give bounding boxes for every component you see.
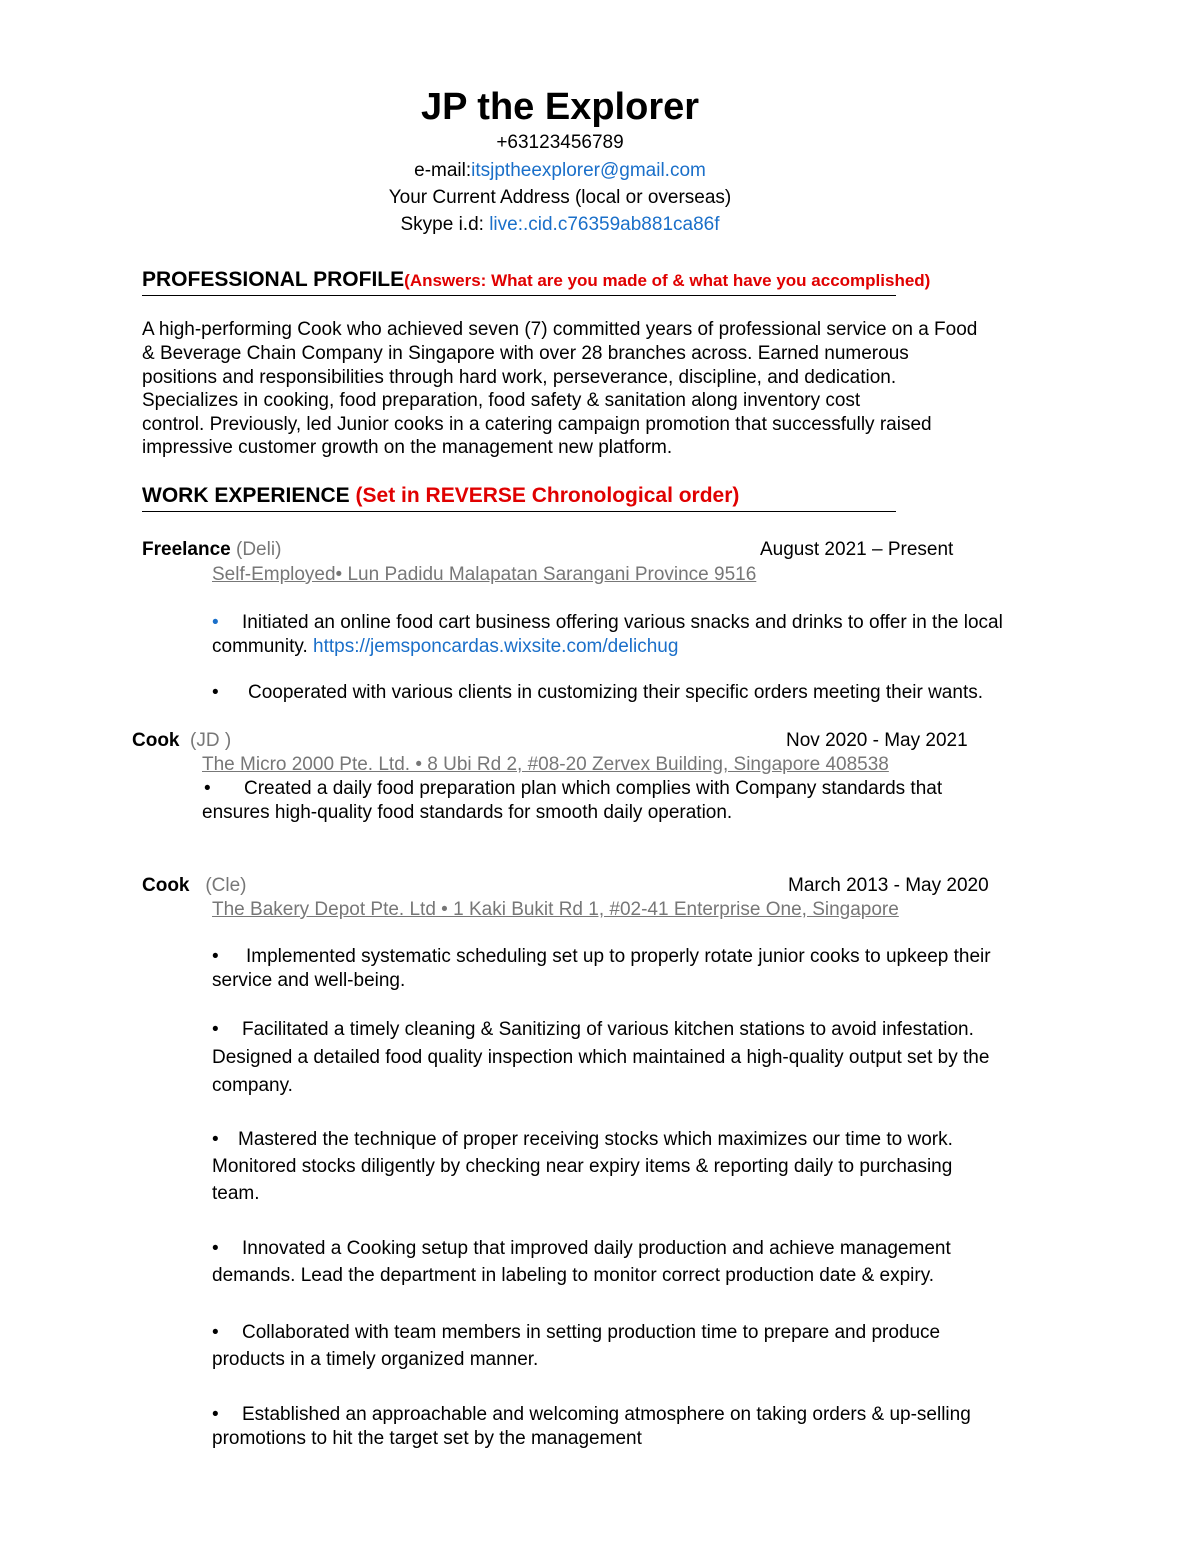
bullet-text: Innovated a Cooking setup that improved daily production and achieve management <box>242 1238 951 1259</box>
profile-line: control. Previously, led Junior cooks in a catering campaign promotion that successfully raised <box>142 414 932 435</box>
bullet-icon: • <box>212 682 219 703</box>
bullet-text: Created a daily food preparation plan which complies with Company standards that <box>244 778 943 799</box>
bullet-text: Collaborated with team members in setting production time to prepare and produce <box>242 1322 941 1343</box>
job-bullet-continuation: team. <box>212 1183 260 1204</box>
bullet-icon: • <box>212 1238 219 1259</box>
bullet-text: Established an approachable and welcoming atmosphere on taking orders & up-selling <box>242 1404 971 1425</box>
address-line: Your Current Address (local or overseas) <box>388 187 732 208</box>
job-bullet <box>212 682 983 704</box>
job-bullet-continuation: service and well-being. <box>212 970 406 991</box>
job-bullet <box>212 946 991 968</box>
job-type: (JD ) <box>179 730 232 751</box>
job-employer: The Bakery Depot Pte. Ltd • 1 Kaki Bukit Rd 1, #02-41 Enterprise One, Singapore <box>212 899 899 920</box>
job-dates: March 2013 - May 2020 <box>788 875 989 896</box>
skype-id-link[interactable]: live:.cid.c76359ab881ca86f <box>489 214 720 235</box>
bullet-icon: • <box>212 612 219 633</box>
job-bullet-continuation: ensures high-quality food standards for smooth daily operation. <box>202 802 733 823</box>
experience-heading-note: (Set in REVERSE Chronological order) <box>355 484 740 507</box>
job-bullet-continuation: promotions to hit the target set by the management <box>212 1428 642 1449</box>
job-bullet-continuation: demands. Lead the department in labeling to monitor correct production date & expiry. <box>212 1265 935 1286</box>
job-bullet <box>212 1129 953 1151</box>
job-type: (Deli) <box>230 539 282 560</box>
bullet-text: Cooperated with various clients in customizing their specific orders meeting their wants. <box>248 682 983 703</box>
job-type: (Cle) <box>189 875 247 896</box>
job-bullet <box>212 612 1003 634</box>
job-bullet <box>212 1322 940 1344</box>
profile-heading-text: PROFESSIONAL PROFILE <box>142 268 405 291</box>
job-employer: Self-Employed• Lun Padidu Malapatan Sarangani Province 9516 <box>212 564 757 585</box>
bullet-text: Facilitated a timely cleaning & Sanitizing of various kitchen stations to avoid infestation. <box>242 1019 974 1040</box>
job-bullet-continuation: Monitored stocks diligently by checking near expiry items & reporting daily to purchasing <box>212 1156 953 1177</box>
bullet-icon: • <box>212 1322 219 1343</box>
job-bullet <box>212 1238 951 1260</box>
delichug-link[interactable]: https://jemsponcardas.wixsite.com/delichug <box>313 636 679 657</box>
job-bullet-continuation: company. <box>212 1075 293 1096</box>
profile-line: positions and responsibilities through hard work, perseverance, discipline, and dedication. <box>142 367 897 388</box>
job-dates: August 2021 – Present <box>760 539 954 560</box>
job-header-cook-jd <box>132 730 231 752</box>
job-bullet <box>212 1404 971 1426</box>
experience-heading-text: WORK EXPERIENCE <box>142 484 356 507</box>
job-bullet-continuation <box>212 636 678 658</box>
job-header-cook-cle <box>142 875 247 897</box>
skype-label: Skype i.d: <box>400 214 490 235</box>
profile-line: impressive customer growth on the management new platform. <box>142 437 673 458</box>
job-bullet-continuation: Designed a detailed food quality inspection which maintained a high-quality output set by the <box>212 1047 990 1068</box>
email-label: e-mail: <box>414 160 472 181</box>
profile-line: & Beverage Chain Company in Singapore with over 28 branches across. Earned numerous <box>142 343 909 364</box>
profile-heading-note: (Answers: What are you made of & what have you accomplished) <box>404 271 931 290</box>
profile-heading <box>142 268 931 296</box>
job-title: Cook <box>142 875 190 896</box>
profile-line: Specializes in cooking, food preparation, food safety & sanitation along inventory cost <box>142 390 861 411</box>
bullet-icon: • <box>212 1129 219 1150</box>
job-bullet <box>202 778 942 800</box>
job-bullet-continuation: products in a timely organized manner. <box>212 1349 539 1370</box>
bullet-icon: • <box>212 946 219 967</box>
email-line <box>0 160 1120 182</box>
job-title: Freelance <box>142 539 231 560</box>
profile-line: A high-performing Cook who achieved seven (7) committed years of professional service on a Food <box>142 319 978 340</box>
bullet-icon: • <box>212 1404 219 1425</box>
job-header-freelance <box>142 539 281 561</box>
job-bullet <box>212 1019 974 1041</box>
bullet-text: Initiated an online food cart business offering various snacks and drinks to offer in the local <box>242 612 1003 633</box>
bullet-text: community. <box>212 636 314 657</box>
skype-line <box>0 214 1120 236</box>
job-dates: Nov 2020 - May 2021 <box>786 730 968 751</box>
email-link[interactable]: itsjptheexplorer@gmail.com <box>471 160 706 181</box>
bullet-text: Implemented systematic scheduling set up to properly rotate junior cooks to upkeep their <box>246 946 991 967</box>
experience-heading <box>142 484 896 512</box>
job-title: Cook <box>132 730 180 751</box>
bullet-icon: • <box>204 778 211 799</box>
phone-number: +63123456789 <box>496 132 624 153</box>
job-employer: The Micro 2000 Pte. Ltd. • 8 Ubi Rd 2, #08-20 Zervex Building, Singapore 408538 <box>202 754 889 775</box>
bullet-icon: • <box>212 1019 219 1040</box>
resume-name: JP the Explorer <box>420 86 700 128</box>
bullet-text: Mastered the technique of proper receiving stocks which maximizes our time to work. <box>238 1129 953 1150</box>
